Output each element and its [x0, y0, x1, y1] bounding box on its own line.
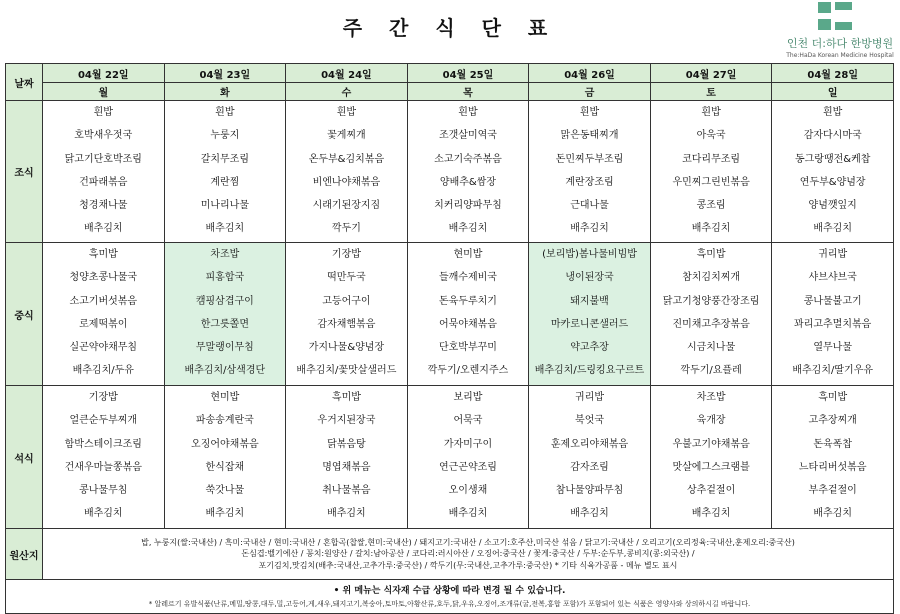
menu-item: 배추김치 [570, 508, 609, 520]
meal-cell [529, 101, 651, 243]
origin-label: 원산지 [6, 529, 43, 580]
menu-item: 누룽지 [210, 130, 240, 142]
menu-item: 비엔나야채볶음 [312, 176, 381, 188]
meal-cell [407, 101, 529, 243]
menu-item: 한식잡채 [205, 461, 245, 473]
menu-item: 현미밥 [210, 392, 240, 403]
menu-item: 흑미밥 [88, 249, 118, 260]
menu-item: 오이생채 [448, 485, 488, 497]
menu-item: 조갯살미역국 [438, 130, 497, 142]
menu-item: 꽈리고추멸치볶음 [794, 318, 872, 330]
menu-item: 흑미밥 [696, 249, 726, 260]
meal-cell [43, 243, 165, 386]
menu-item: 배추김치/두유 [72, 365, 134, 377]
menu-item: 계란찜 [210, 176, 240, 188]
menu-item: 단호박부꾸미 [438, 342, 497, 354]
date-row [6, 64, 894, 83]
menu-item: 흰밥 [336, 107, 357, 118]
menu-item: 배추김치 [448, 508, 488, 520]
menu-item: 감자다시마국 [803, 130, 862, 142]
menu-item: 감자채햄볶음 [317, 318, 376, 330]
day-date: 04월 28일 [772, 64, 894, 83]
meal-cell [529, 386, 651, 529]
meal-cell [286, 386, 408, 529]
dinner-label: 석식 [6, 386, 43, 529]
weekly-menu-table [5, 63, 894, 614]
weekday: 목 [407, 83, 529, 101]
day-date: 04월 25일 [407, 64, 529, 83]
menu-item: 현미밥 [453, 249, 483, 260]
menu-item: 흰밥 [579, 107, 600, 118]
menu-item: 귀리밥 [818, 249, 848, 260]
origin-line: 돈심겹:벨기에산 / 꽁치:원양산 / 갈치:남아공산 / 코다리:러시아산 / 오징어:중국산 / 꽃게:중국산 / 두부:순두부,콩비지(콩:외국산) / [241, 549, 695, 559]
menu-item: 어묵야채볶음 [438, 318, 497, 330]
menu-item: 차조밥 [210, 249, 240, 260]
menu-item: 배추김치 [205, 508, 245, 520]
menu-item: 마카로니콘샐러드 [550, 318, 629, 330]
origin-line: 밥, 누룽지(쌀:국내산) / 흑미:국내산 / 현미:국내산 / 혼합곡(찹쌀,현미:국내산) / 돼지고기:국내산 / 소고기:호주산,미국산 섞음 / 닭고기:국내산 / 오리고기(오리정육:국내산,훈제오리:중국산) [141, 537, 795, 547]
menu-item: 근대나물 [570, 200, 609, 212]
menu-item: 양배추&쌈장 [439, 176, 497, 188]
origin-line: 포기김치,맛김치(배추:국내산,고추가루:중국산) / 깍두기(무:국내산,고추가루:중국산) * 기타 식육가공품 - 메뉴 별도 표시 [258, 560, 678, 570]
weekday: 일 [772, 83, 894, 101]
menu-item: 동그랑땡전&케찹 [794, 153, 871, 165]
weekday: 월 [43, 83, 165, 101]
weekday: 금 [529, 83, 651, 101]
menu-item: 우불고기야채볶음 [672, 438, 750, 450]
menu-item: 콩나물불고기 [803, 295, 862, 307]
day-date: 04월 22일 [43, 64, 165, 83]
menu-item: 흑미밥 [818, 392, 848, 403]
day-date: 04월 23일 [164, 64, 286, 83]
menu-item: 열무나물 [813, 342, 852, 354]
menu-item: 닭고기청양풍간장조림 [662, 295, 760, 307]
menu-item: 닭볶음탕 [327, 438, 366, 450]
menu-item: 미나리나물 [200, 200, 249, 212]
menu-item: 귀리밥 [575, 392, 605, 403]
menu-item: 느타리버섯볶음 [798, 461, 867, 473]
menu-item: 콩조림 [696, 200, 726, 212]
weekday: 토 [650, 83, 772, 101]
meal-cell [286, 243, 408, 386]
hospital-name-english: The:HaDa Korean Medicine Hospital [786, 52, 894, 59]
meal-cell [43, 386, 165, 529]
menu-item: 코다리무조림 [682, 153, 741, 165]
menu-item: 얼큰순두부찌개 [69, 415, 138, 427]
menu-item: 소고기숙주볶음 [434, 153, 502, 165]
menu-item: 연두부&양념장 [799, 176, 866, 188]
menu-item: 맛살에그스크램블 [672, 461, 750, 473]
menu-item: 부추겉절이 [808, 485, 857, 497]
meal-cell [43, 101, 165, 243]
menu-item: 배추김치 [813, 508, 852, 520]
menu-item: 깍두기 [331, 223, 361, 235]
menu-item: 갈치무조림 [200, 153, 249, 165]
menu-item: 소고기버섯볶음 [69, 295, 138, 307]
menu-item: 시금치나물 [686, 342, 736, 354]
menu-item: 계란장조림 [565, 176, 614, 188]
meal-cell [772, 101, 894, 243]
menu-item: 배추김치 [813, 223, 852, 235]
meal-cell [772, 243, 894, 386]
menu-item: 기장밥 [331, 249, 361, 260]
menu-item: 돼지불백 [570, 295, 609, 307]
menu-item: 기장밥 [88, 392, 118, 403]
dinner-row [6, 386, 894, 529]
lunch-label: 중식 [6, 243, 43, 386]
menu-item: 흑미밥 [331, 392, 361, 403]
breakfast-row [6, 101, 894, 243]
menu-item: 돈육두루치기 [438, 295, 497, 307]
menu-item: 양념깻잎지 [808, 200, 857, 212]
menu-item: 돈육폭찹 [813, 438, 852, 450]
menu-item: 쑥갓나물 [205, 485, 245, 497]
menu-item: 배추김치 [448, 223, 488, 235]
breakfast-label: 조식 [6, 101, 43, 243]
menu-item: 고등어구이 [322, 295, 371, 307]
hospital-name: 인천 더:하다 한방병원 [786, 37, 894, 50]
weekday: 수 [286, 83, 408, 101]
menu-item: 우민찌그린빈볶음 [672, 176, 750, 188]
menu-item: 흰밥 [458, 107, 478, 118]
menu-item: 우거지된장국 [317, 415, 376, 427]
menu-item: 함박스테이크조림 [64, 438, 142, 450]
weekday: 화 [164, 83, 286, 101]
menu-item: 육개장 [696, 415, 726, 427]
meal-cell [286, 101, 408, 243]
page-title: 주 간 식 단 표 [342, 16, 558, 40]
menu-item: 맑은동태찌개 [560, 130, 619, 142]
menu-item: 진미채고추장볶음 [672, 318, 750, 330]
menu-item: 흰밥 [701, 107, 721, 118]
origin-text [43, 529, 894, 580]
menu-item: 배추김치/드링킹요구르트 [534, 365, 645, 377]
menu-item: 북엇국 [575, 415, 605, 427]
meal-cell [164, 386, 286, 529]
meal-cell [650, 101, 772, 243]
menu-item: 깍두기/요플레 [680, 365, 742, 377]
menu-item: 실곤약야채무침 [69, 342, 138, 354]
menu-item: 배추김치 [205, 223, 245, 235]
menu-item: 닭고기단호박조림 [64, 153, 142, 165]
menu-item: 피홍합국 [205, 272, 245, 284]
weekday-row [6, 83, 894, 101]
menu-item: 차조밥 [696, 392, 726, 403]
meal-cell [164, 243, 286, 386]
menu-item: 오징어야채볶음 [191, 438, 259, 450]
menu-item: 청경채나물 [79, 200, 128, 212]
menu-item: 가지나물&양념장 [308, 342, 385, 354]
menu-item: 콩나물무침 [79, 485, 128, 497]
notice-change: • 위 메뉴는 식자재 수급 상황에 따라 변경 될 수 있습니다. [333, 585, 566, 596]
menu-item: 아욱국 [696, 130, 726, 142]
menu-item: 상추겉절이 [686, 485, 736, 497]
menu-item: 연근곤약조림 [438, 461, 497, 473]
menu-item: 배추김치 [570, 223, 609, 235]
menu-item: 배추김치 [691, 508, 731, 520]
menu-item: 캠핑삼겹구이 [195, 295, 254, 307]
meal-cell [407, 243, 529, 386]
day-date: 04월 26일 [529, 64, 651, 83]
menu-item: 명엽채볶음 [322, 461, 371, 473]
menu-item: 호박새우젓국 [74, 130, 133, 142]
menu-item: 흰밥 [823, 107, 843, 118]
menu-item: 떡만두국 [327, 272, 366, 284]
menu-item: 배추김치/딸기우유 [792, 365, 874, 377]
menu-item: 흰밥 [215, 107, 235, 118]
menu-item: 배추김치/삼색경단 [184, 365, 266, 377]
meal-cell [650, 386, 772, 529]
origin-row [6, 529, 894, 580]
menu-item: 배추김치/꽃맛살샐러드 [296, 365, 397, 377]
day-date: 04월 24일 [286, 64, 408, 83]
menu-item: 온두부&김치볶음 [308, 153, 385, 165]
menu-item: 파송송계란국 [195, 415, 254, 427]
menu-item: 고추장찌개 [808, 415, 857, 427]
lunch-row [6, 243, 894, 386]
meal-cell [529, 243, 651, 386]
menu-item: 배추김치 [327, 508, 366, 520]
meal-cell [164, 101, 286, 243]
menu-item: 보리밥 [453, 392, 483, 403]
notice-box [6, 580, 894, 614]
meal-cell [650, 243, 772, 386]
menu-item: 청양초콩나물국 [69, 272, 138, 284]
menu-item: 배추김치 [691, 223, 731, 235]
meal-cell [407, 386, 529, 529]
menu-item: (보리밥)봄나물비빔밥 [542, 249, 637, 260]
menu-item: 가자미구이 [443, 438, 493, 450]
menu-item: 어묵국 [453, 415, 483, 427]
menu-item: 들깨수제비국 [438, 272, 497, 284]
meal-cell [772, 386, 894, 529]
menu-item: 냉이된장국 [565, 272, 614, 284]
menu-item: 시래기된장지짐 [312, 200, 381, 212]
day-date: 04월 27일 [650, 64, 772, 83]
notice-row [6, 580, 894, 614]
menu-item: 약고추장 [570, 342, 609, 354]
menu-item: 건새우마늘쫑볶음 [64, 461, 142, 473]
menu-item: 감자조림 [570, 461, 609, 473]
menu-item: 치커리양파무침 [434, 200, 502, 212]
hospital-logo-icon [818, 2, 852, 30]
menu-item: 한그릇쫄면 [200, 318, 249, 330]
menu-item: 로제떡볶이 [79, 318, 128, 330]
menu-item: 배추김치 [83, 223, 123, 235]
menu-item: 흰밥 [93, 107, 113, 118]
date-label: 날짜 [6, 64, 43, 101]
menu-item: 취나물볶음 [322, 485, 371, 497]
menu-item: 건파래볶음 [79, 176, 128, 188]
menu-item: 참치김치찌개 [682, 272, 741, 284]
menu-item: 훈제오리야채볶음 [550, 438, 629, 450]
menu-item: 꽃게찌개 [327, 130, 366, 142]
menu-item: 배추김치 [83, 508, 123, 520]
menu-item: 깍두기/오렌지주스 [427, 365, 509, 377]
menu-item: 참나물양파무침 [555, 485, 624, 497]
menu-item: 샤브샤브국 [808, 272, 857, 284]
menu-item: 돈민찌두부조림 [555, 153, 624, 165]
notice-allergy: * 알레르기 유발식품(난류,메밀,땅콩,대두,밀,고등어,게,새우,돼지고기,복숭아,토마토,아황산류,호두,닭,우유,오징어,조개류(굴,전복,홍합 포함)가 포함되어 있는 식품은 영양사와 상의하시길 바랍니다. [148, 599, 751, 608]
menu-item: 무말랭이무침 [195, 342, 254, 354]
